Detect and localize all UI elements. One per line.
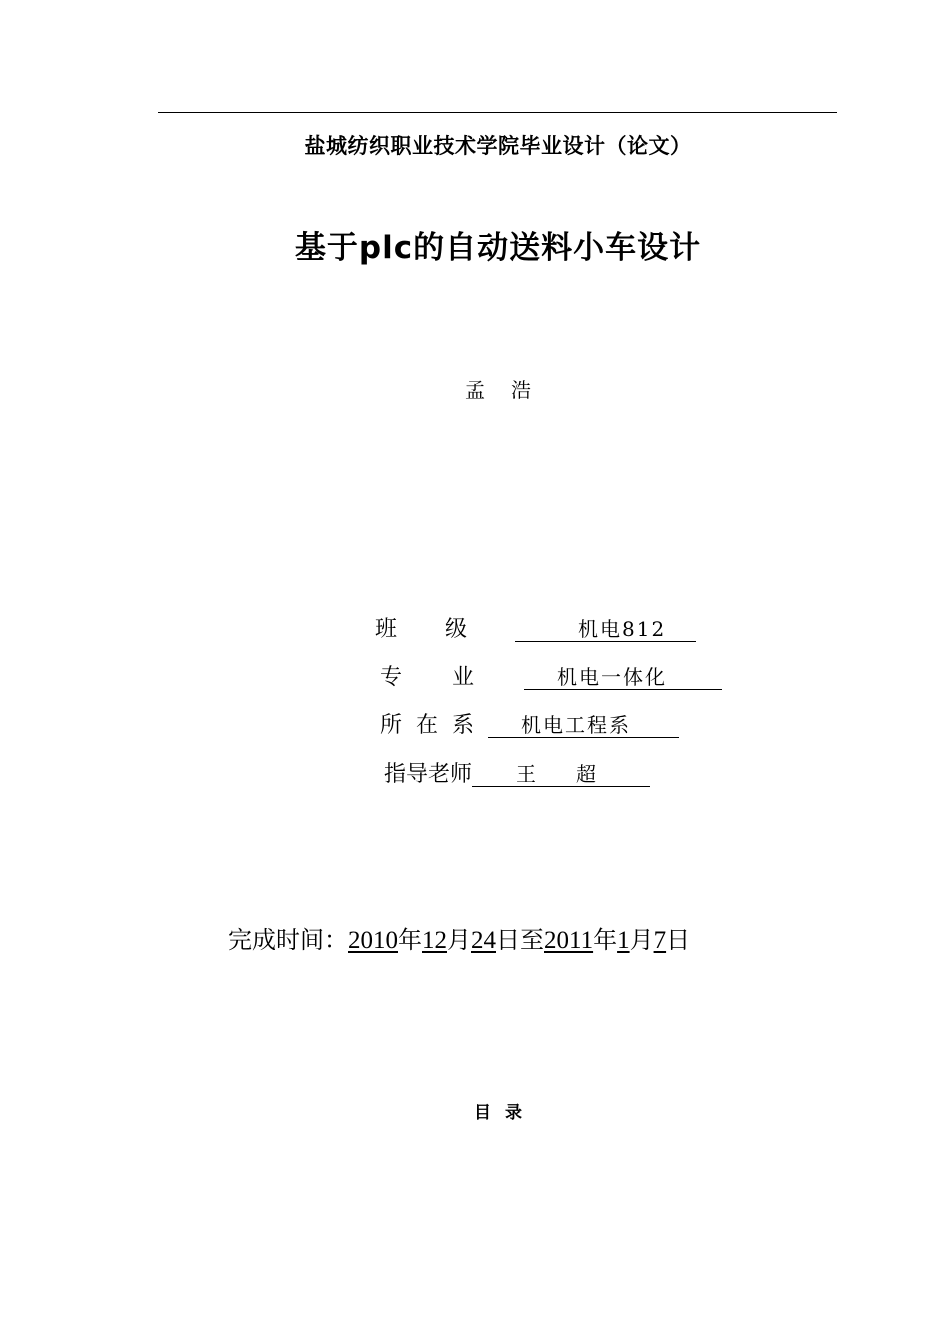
end-year-unit: 年	[593, 926, 618, 954]
end-year: 2011	[544, 927, 594, 954]
major-label: 专业	[380, 665, 525, 690]
toc-heading: 目录	[474, 1103, 536, 1123]
school-title: 盐城纺织职业技术学院毕业设计（论文）	[304, 134, 692, 158]
author-name: 孟浩	[465, 378, 557, 402]
start-day-unit: 日	[496, 926, 520, 954]
class-value: 机电812	[515, 617, 696, 642]
end-month: 1	[617, 927, 630, 954]
class-row	[375, 615, 696, 645]
thesis-title: 基于plc的自动送料小车设计	[294, 230, 702, 266]
completion-label: 完成时间：	[228, 926, 348, 954]
start-month: 12	[422, 927, 447, 954]
advisor-value: 王超	[472, 762, 650, 787]
major-value: 机电一体化	[524, 665, 722, 690]
major-row	[380, 663, 722, 693]
advisor-row	[384, 760, 650, 790]
end-month-unit: 月	[629, 926, 654, 954]
start-day: 24	[471, 927, 496, 954]
end-day: 7	[653, 927, 667, 954]
to-separator: 至	[520, 926, 544, 954]
start-year: 2010	[348, 927, 398, 954]
start-month-unit: 月	[447, 926, 471, 954]
department-label: 所在系	[380, 713, 489, 738]
department-row	[380, 711, 679, 741]
completion-date	[228, 920, 690, 955]
department-value: 机电工程系	[488, 713, 679, 738]
class-label: 班级	[375, 617, 516, 642]
start-year-unit: 年	[398, 926, 422, 954]
top-rule	[158, 112, 837, 113]
end-day-unit: 日	[666, 926, 691, 954]
advisor-label: 指导老师	[384, 762, 473, 787]
